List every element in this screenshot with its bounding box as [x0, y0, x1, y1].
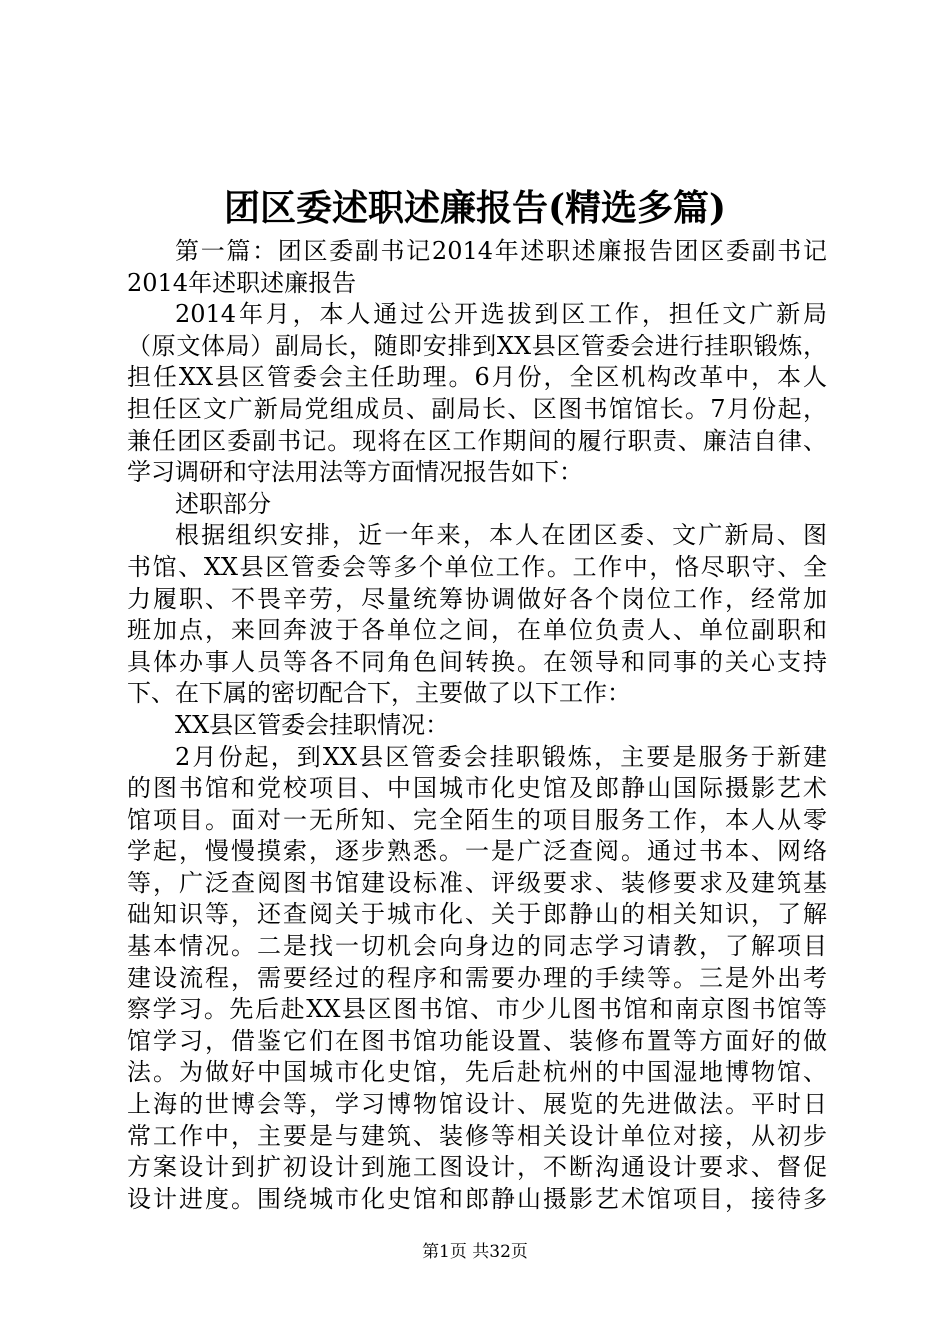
- text-line: 学起，慢慢摸索，逐步熟悉。一是广泛查阅。通过书本、网络: [127, 837, 827, 866]
- text-line: 建设流程，需要经过的程序和需要办理的手续等。三是外出考: [127, 963, 827, 992]
- text-line: 2014年月，本人通过公开选拔到区工作，担任文广新局: [175, 300, 827, 329]
- text-line: 2月份起，到XX县区管委会挂职锻炼，主要是服务于新建: [175, 742, 827, 771]
- text-line: 馆项目。面对一无所知、完全陌生的项目服务工作，本人从零: [127, 805, 827, 834]
- section-heading: 述职部分: [175, 489, 271, 518]
- text-line: 书馆、XX县区管委会等多个单位工作。工作中，恪尽职守、全: [127, 552, 827, 581]
- text-line: 察学习。先后赴XX县区图书馆、市少儿图书馆和南京图书馆等: [127, 995, 827, 1024]
- text-line: 2014年述职述廉报告: [127, 268, 357, 297]
- document-title: 团区委述职述廉报告(精选多篇): [223, 187, 727, 229]
- text-line: 等，广泛查阅图书馆建设标准、评级要求、装修要求及建筑基: [127, 868, 827, 897]
- text-line: 设计进度。围绕城市化史馆和郎静山摄影艺术馆项目，接待多: [127, 1184, 827, 1213]
- text-line: 兼任团区委副书记。现将在区工作期间的履行职责、廉洁自律、: [127, 426, 827, 455]
- text-line: 法。为做好中国城市化史馆，先后赴杭州的中国湿地博物馆、: [127, 1058, 827, 1087]
- text-line: 担任区文广新局党组成员、副局长、区图书馆馆长。7月份起，: [127, 394, 827, 423]
- text-line: 学习调研和守法用法等方面情况报告如下：: [127, 458, 583, 487]
- text-line: 上海的世博会等，学习博物馆设计、展览的先进做法。平时日: [127, 1090, 827, 1119]
- section-heading: XX县区管委会挂职情况：: [175, 710, 450, 739]
- text-line: 础知识等，还查阅关于城市化、关于郎静山的相关知识，了解: [127, 900, 827, 929]
- text-line: （原文体局）副局长，随即安排到XX县区管委会进行挂职锻炼，: [127, 331, 827, 360]
- text-line: 常工作中，主要是与建筑、装修等相关设计单位对接，从初步: [127, 1121, 827, 1150]
- text-line: 第一篇：团区委副书记2014年述职述廉报告团区委副书记: [175, 237, 827, 265]
- text-line: 力履职、不畏辛劳，尽量统筹协调做好各个岗位工作，经常加: [127, 584, 827, 613]
- text-line: 方案设计到扩初设计到施工图设计，不断沟通设计要求、督促: [127, 1153, 827, 1182]
- text-line: 具体办事人员等各不同角色间转换。在领导和同事的关心支持: [127, 647, 827, 676]
- document-body: [127, 236, 827, 1215]
- text-line: 的图书馆和党校项目、中国城市化史馆及郎静山国际摄影艺术: [127, 774, 827, 803]
- text-line: 下、在下属的密切配合下，主要做了以下工作：: [127, 679, 631, 708]
- text-line: 基本情况。二是找一切机会向身边的同志学习请教，了解项目: [127, 932, 827, 961]
- text-line: 根据组织安排，近一年来，本人在团区委、文广新局、图: [175, 521, 827, 550]
- text-line: 担任XX县区管委会主任助理。6月份，全区机构改革中，本人: [127, 363, 827, 392]
- text-line: 班加点，来回奔波于各单位之间，在单位负责人、单位副职和: [127, 616, 827, 645]
- page-number-footer: 第1页 共32页: [422, 1242, 528, 1262]
- text-line: 馆学习，借鉴它们在图书馆功能设置、装修布置等方面好的做: [127, 1026, 827, 1055]
